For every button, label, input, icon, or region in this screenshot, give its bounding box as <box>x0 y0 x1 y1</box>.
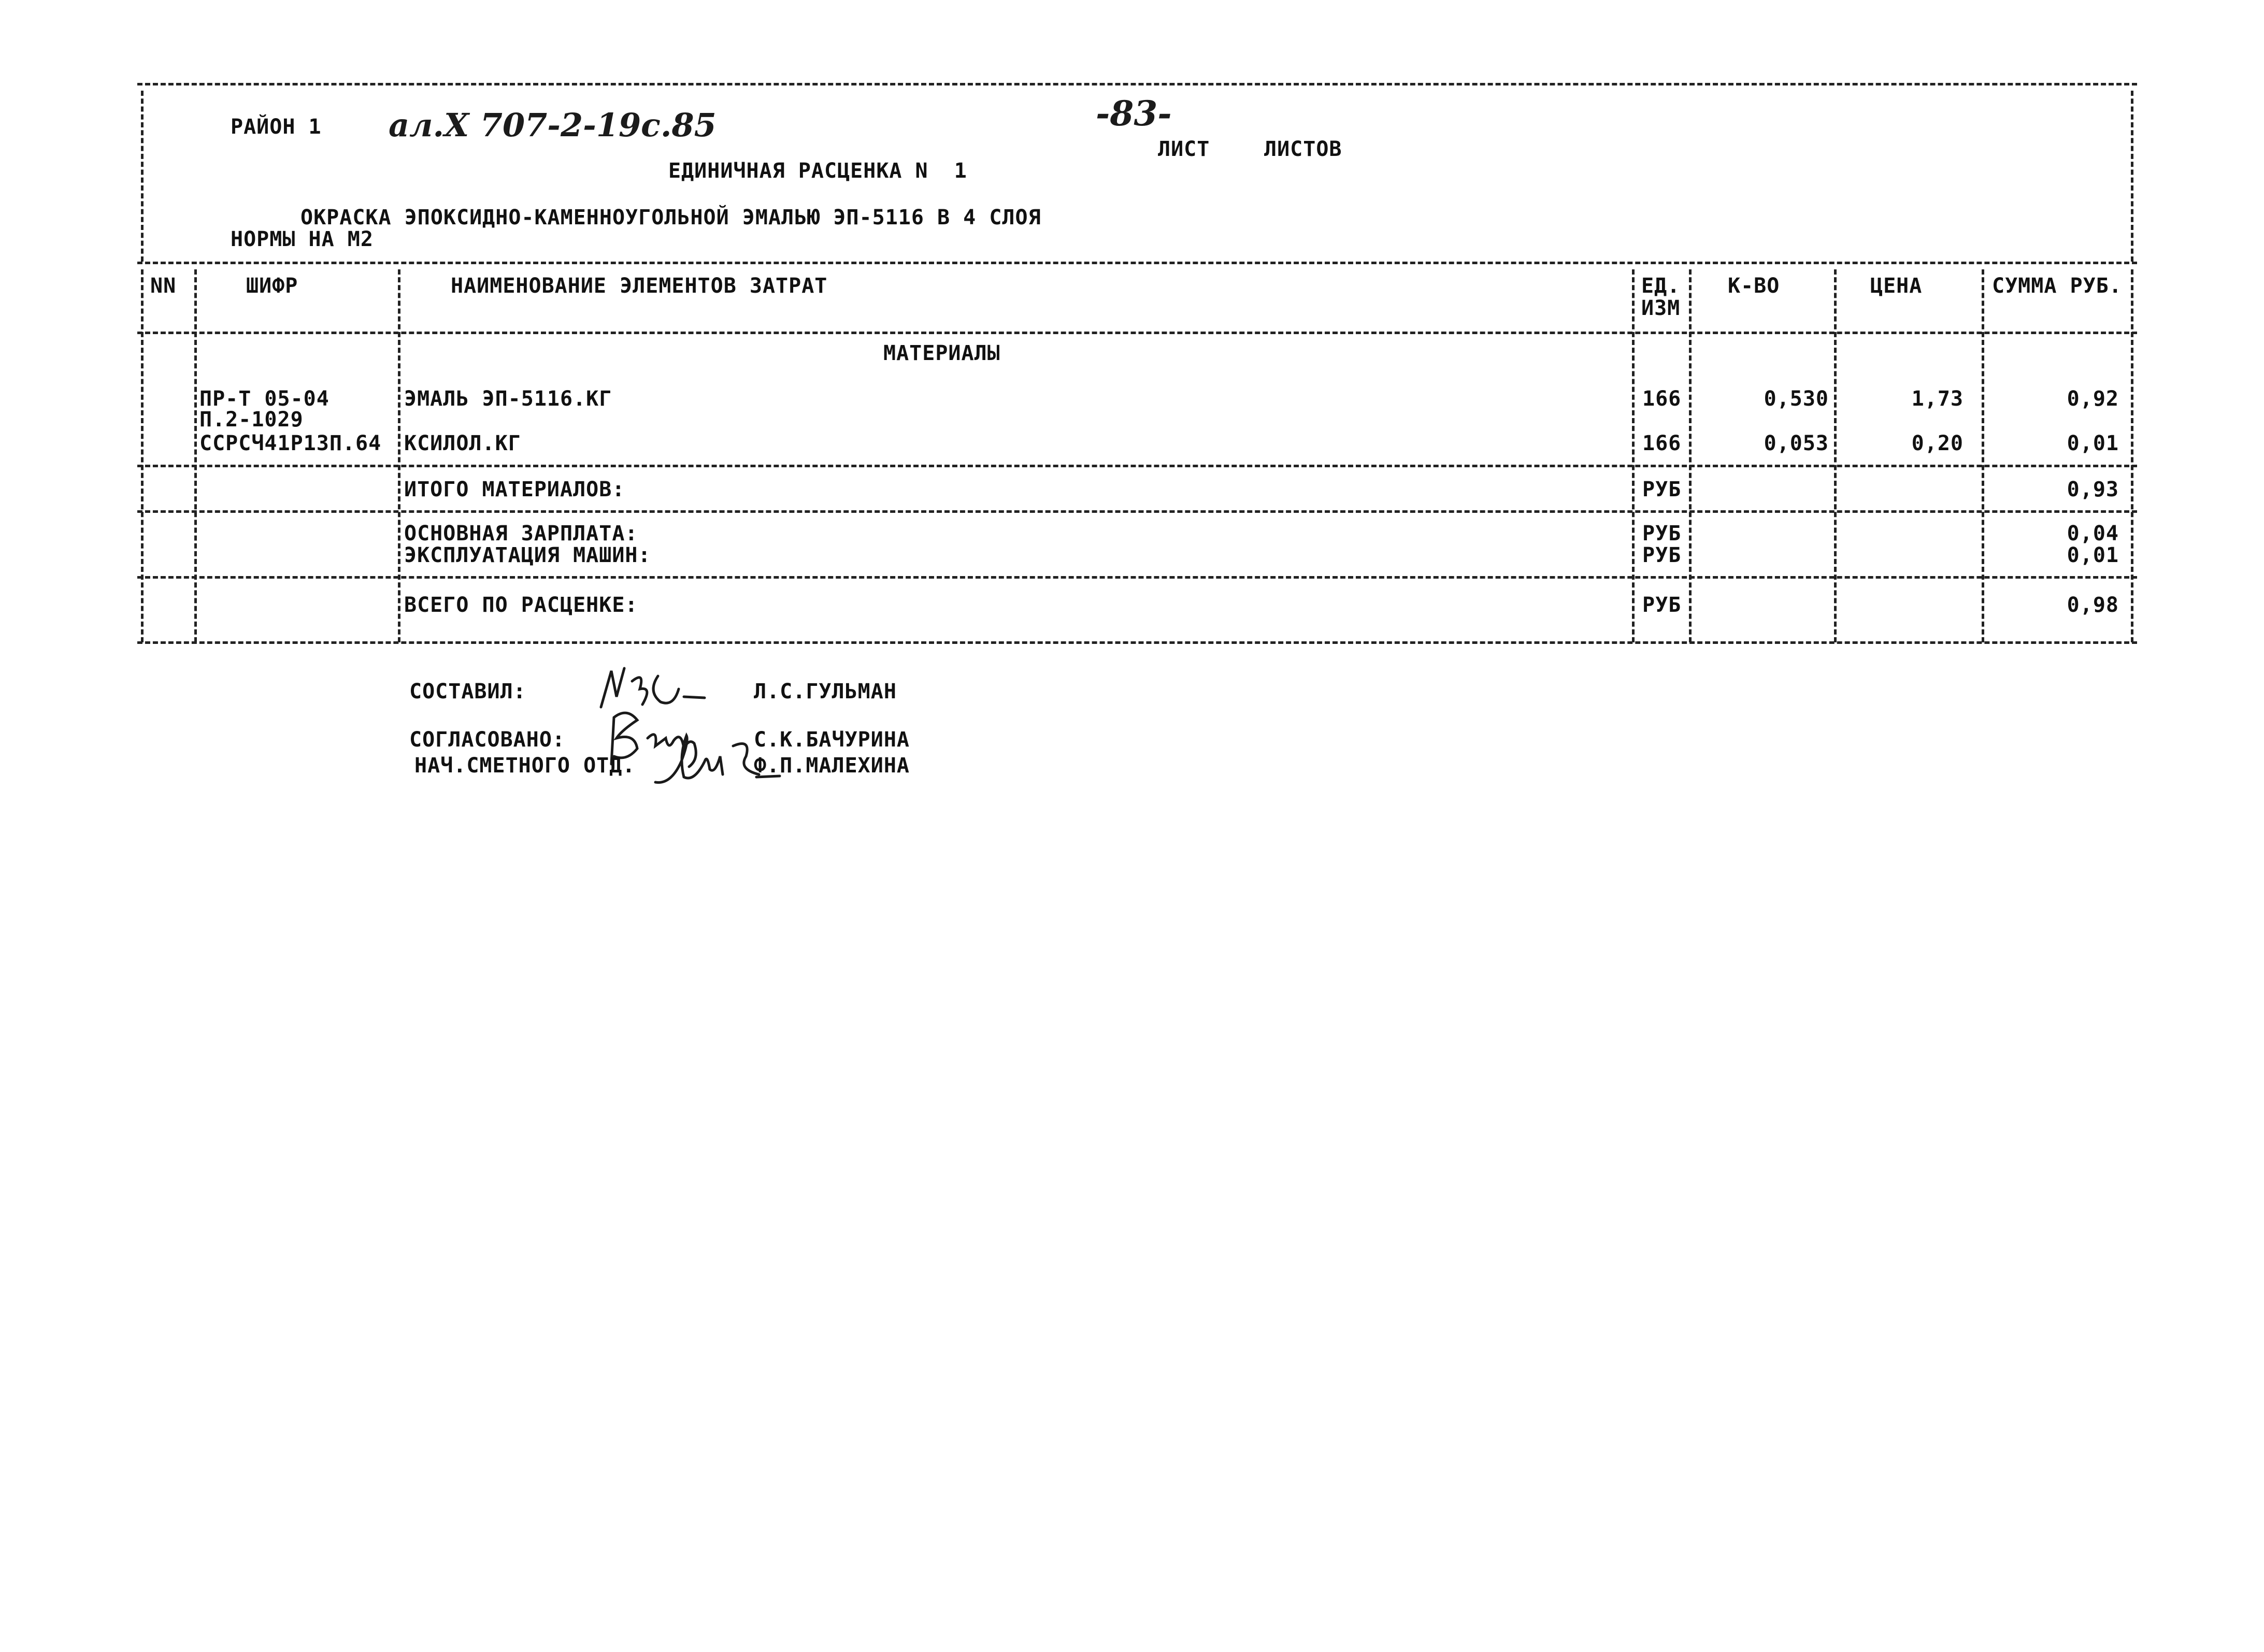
material-unit: 166 <box>1642 432 1682 455</box>
header-left-border <box>141 91 144 262</box>
wages-label: ОСНОВНАЯ ЗАРПЛАТА: <box>404 522 638 545</box>
col-header-qty: К-ВО <box>1728 274 1780 298</box>
col-header-unit-2: ИЗМ <box>1641 296 1681 320</box>
head-name: Ф.П.МАЛЕХИНА <box>754 754 910 778</box>
section-title: МАТЕРИАЛЫ <box>883 341 1000 365</box>
material-qty: 0,053 <box>1764 432 1829 455</box>
material-code: ПР-Т 05-04 <box>199 387 329 411</box>
col-header-price: ЦЕНА <box>1870 274 1923 298</box>
work-title: ОКРАСКА ЭПОКСИДНО-КАМЕННОУГОЛЬНОЙ ЭМАЛЬЮ ЭП-5116 В 4 СЛОЯ <box>300 206 1041 229</box>
col-separator-code <box>398 269 400 642</box>
head-label: НАЧ.СМЕТНОГО ОТД. <box>414 754 636 778</box>
sheet-label: ЛИСТ <box>1158 137 1210 161</box>
col-header-sum: СУММА РУБ. <box>1992 274 2122 298</box>
grand-total-sum: 0,98 <box>2067 593 2119 617</box>
page-number: -83- <box>1096 93 1172 134</box>
subtotal-line <box>137 510 2137 513</box>
top-border-line <box>137 83 2137 85</box>
agreed-label: СОГЛАСОВАНО: <box>409 728 565 752</box>
grand-total-label: ВСЕГО ПО РАСЦЕНКЕ: <box>404 593 638 617</box>
total-materials-unit: РУБ <box>1642 478 1682 501</box>
col-separator-unit <box>1689 269 1692 642</box>
header-bottom-line <box>137 332 2137 334</box>
material-code-2: П.2-1029 <box>199 408 304 432</box>
col-separator-right <box>2131 269 2133 642</box>
material-sum: 0,92 <box>2067 387 2119 411</box>
col-separator-name <box>1632 269 1635 642</box>
wages-unit: РУБ <box>1642 522 1682 545</box>
material-name: ЭМАЛЬ ЭП-5116.КГ <box>404 387 612 411</box>
agreed-name: С.К.БАЧУРИНА <box>754 728 910 752</box>
table-bottom-line <box>137 641 2137 644</box>
total-materials-label: ИТОГО МАТЕРИАЛОВ: <box>404 478 625 501</box>
total-materials-sum: 0,93 <box>2067 478 2119 501</box>
grand-total-unit: РУБ <box>1642 593 1682 617</box>
album-reference: ал.Х 707-2-19с.85 <box>389 106 717 144</box>
costs-bottom-line <box>137 576 2137 579</box>
material-sum: 0,01 <box>2067 432 2119 455</box>
machines-unit: РУБ <box>1642 543 1682 567</box>
col-separator-left <box>141 269 144 642</box>
wages-sum: 0,04 <box>2067 522 2119 545</box>
material-unit: 166 <box>1642 387 1682 411</box>
col-header-code: ШИФР <box>246 274 298 298</box>
norms-label: НОРМЫ НА М2 <box>231 227 374 251</box>
region-label: РАЙОН 1 <box>231 115 322 139</box>
machines-label: ЭКСПЛУАТАЦИЯ МАШИН: <box>404 543 651 567</box>
material-code: ССРСЧ41Р13П.64 <box>199 432 382 455</box>
col-header-name: НАИМЕНОВАНИЕ ЭЛЕМЕНТОВ ЗАТРАТ <box>451 274 828 298</box>
header-right-border <box>2131 91 2133 262</box>
col-header-unit: ЕД. <box>1641 274 1681 298</box>
table-top-line <box>137 262 2137 264</box>
materials-bottom-line <box>137 465 2137 467</box>
unit-rate-title: ЕДИНИЧНАЯ РАСЦЕНКА N 1 <box>668 159 967 183</box>
material-name: КСИЛОЛ.КГ <box>404 432 521 455</box>
sheets-label: ЛИСТОВ <box>1264 137 1342 161</box>
machines-sum: 0,01 <box>2067 543 2119 567</box>
material-price: 0,20 <box>1911 432 1964 455</box>
col-header-nn: NN <box>150 274 177 298</box>
col-separator-price <box>1982 269 1984 642</box>
compiled-label: СОСТАВИЛ: <box>409 680 526 703</box>
col-separator-nn <box>194 269 197 642</box>
material-price: 1,73 <box>1911 387 1964 411</box>
material-qty: 0,530 <box>1764 387 1829 411</box>
compiled-name: Л.С.ГУЛЬМАН <box>754 680 897 703</box>
col-separator-qty <box>1834 269 1837 642</box>
